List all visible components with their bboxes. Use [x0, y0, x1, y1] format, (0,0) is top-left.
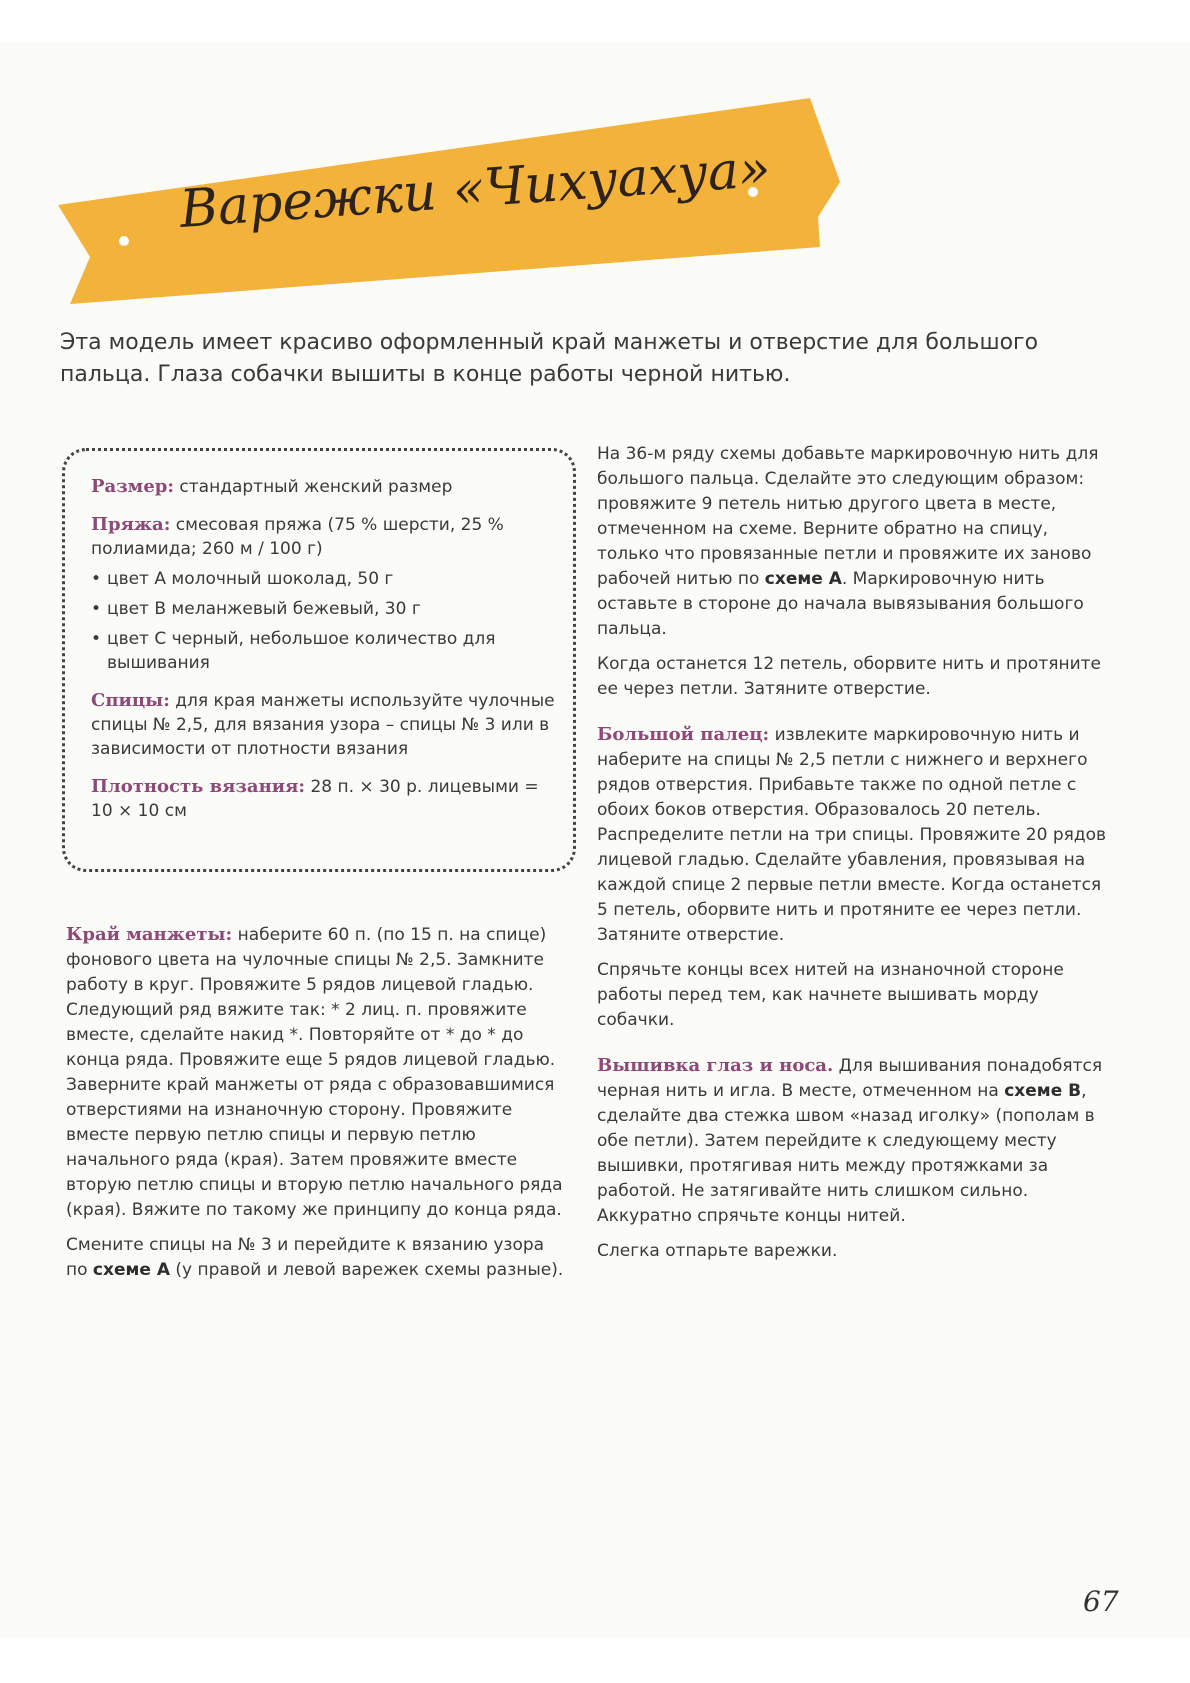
cuff-label: Край манжеты:	[66, 924, 233, 945]
thumb-label: Большой палец:	[597, 724, 770, 745]
cuff-paragraph	[66, 922, 564, 1223]
spec-gauge	[91, 775, 561, 823]
needles-text: для края манжеты используйте чулочные спицы № 2,5, для вязания узора – спицы № 3 или в зависимости от плотности вязания	[91, 691, 555, 759]
cuff-text: наберите 60 п. (по 15 п. на спице) фонового цвета на чулочные спицы № 2,5. Замкните работу в круг. Провяжите 5 рядов лицевой гладью. Следующий ряд вяжите так: * 2 лиц. п. провяжите вместе, сделайте накид *. Повторяйте от * до * до конца ряда. Провяжите еще 5 рядов лицевой гладью. Заверните край манжеты от ряда с образовавшимися отверстиями на изнаночную сторону. Провяжите вместе первую петлю спицы и первую петлю начального ряда (края). Затем провяжите вместе вторую петлю спицы и вторую петлю начального ряда (края). Вяжите по такому же принципу до конца ряда.	[66, 925, 563, 1220]
spec-yarn	[91, 513, 561, 675]
yarn-label: Пряжа:	[91, 514, 171, 535]
embroidery-label: Вышивка глаз и носа.	[597, 1055, 834, 1076]
intro-text: Эта модель имеет красиво оформленный край манжеты и отверстие для большого пальца. Глаза собачки вышиты в конце работы черной нитью.	[60, 330, 1039, 387]
yarn-text: смесовая пряжа (75 % шерсти, 25 % полиамида; 260 м / 100 г)	[91, 515, 504, 559]
page-title: Варежки «Чихуахуа»	[177, 138, 773, 240]
size-text: стандартный женский размер	[179, 477, 453, 497]
scheme-a-ref: схеме А	[764, 569, 842, 589]
yarn-color-item: • цвет А молочный шоколад, 50 г	[91, 569, 394, 589]
ribbon-dot-left	[119, 236, 129, 246]
book-page	[0, 42, 1190, 1638]
yarn-color-item: • цвет В меланжевый бежевый, 30 г	[91, 599, 421, 619]
embroidery-paragraph: Вышивка глаз и носа. Для вышивания понадобятся черная нить и игла. В месте, отмеченном на схеме В, сделайте два стежка швом «назад иголку» (пополам в обе петли). Затем перейдите к следующему месту вышивки, протягивая нить между протяжками за работой. Не затягивайте нить слишком сильно. Аккуратно спрячьте концы нитей.	[597, 1055, 1103, 1226]
thumb-paragraph	[597, 722, 1107, 948]
spec-needles	[91, 689, 561, 761]
hide-ends-paragraph: Спрячьте концы всех нитей на изнаночной стороне работы перед тем, как начнете вышивать морду собачки.	[597, 960, 1064, 1030]
gauge-text: 28 п. × 30 р. лицевыми = 10 × 10 см	[91, 777, 539, 821]
specs-box	[62, 448, 576, 872]
right-column	[597, 442, 1107, 1274]
page-number: 67	[1083, 1585, 1119, 1618]
steam-paragraph: Слегка отпарьте варежки.	[597, 1241, 838, 1261]
scheme-a-ref: схеме А	[92, 1260, 170, 1280]
change-needles-paragraph: Смените спицы на № 3 и перейдите к вязанию узора по схеме А (у правой и левой варежек схемы разные).	[66, 1235, 564, 1280]
needles-label: Спицы:	[91, 690, 170, 711]
scheme-b-ref: схеме В	[1004, 1081, 1082, 1101]
spec-size	[91, 475, 561, 499]
remaining-paragraph: Когда останется 12 петель, оборвите нить и протяните ее через петли. Затяните отверстие.	[597, 654, 1101, 699]
size-label: Размер:	[91, 476, 175, 497]
gauge-label: Плотность вязания:	[91, 776, 306, 797]
left-column	[66, 922, 564, 1293]
thumb-text: извлеките маркировочную нить и наберите на спицы № 2,5 петли с нижнего и верхнего рядов отверстия. Прибавьте также по одной петле с обоих боков отверстия. Образовалось 20 петель. Распределите петли на три спицы. Провяжите 20 рядов лицевой гладью. Сделайте убавления, провязывая на каждой спице 2 первые петли вместе. Когда останется 5 петель, оборвите нить и протяните ее через петли. Затяните отверстие.	[597, 725, 1107, 945]
marker-paragraph: На 36-м ряду схемы добавьте маркировочную нить для большого пальца. Сделайте это следующим образом: провяжите 9 петель нитью другого цвета в месте, отмеченном на схеме. Верните обратно на спицу, только что провязанные петли и провяжите их заново рабочей нитью по схеме А. Маркировочную нить оставьте в стороне до начала вывязывания большого пальца.	[597, 444, 1099, 639]
yarn-color-item: • цвет С черный, небольшое количество для вышивания	[91, 629, 496, 673]
